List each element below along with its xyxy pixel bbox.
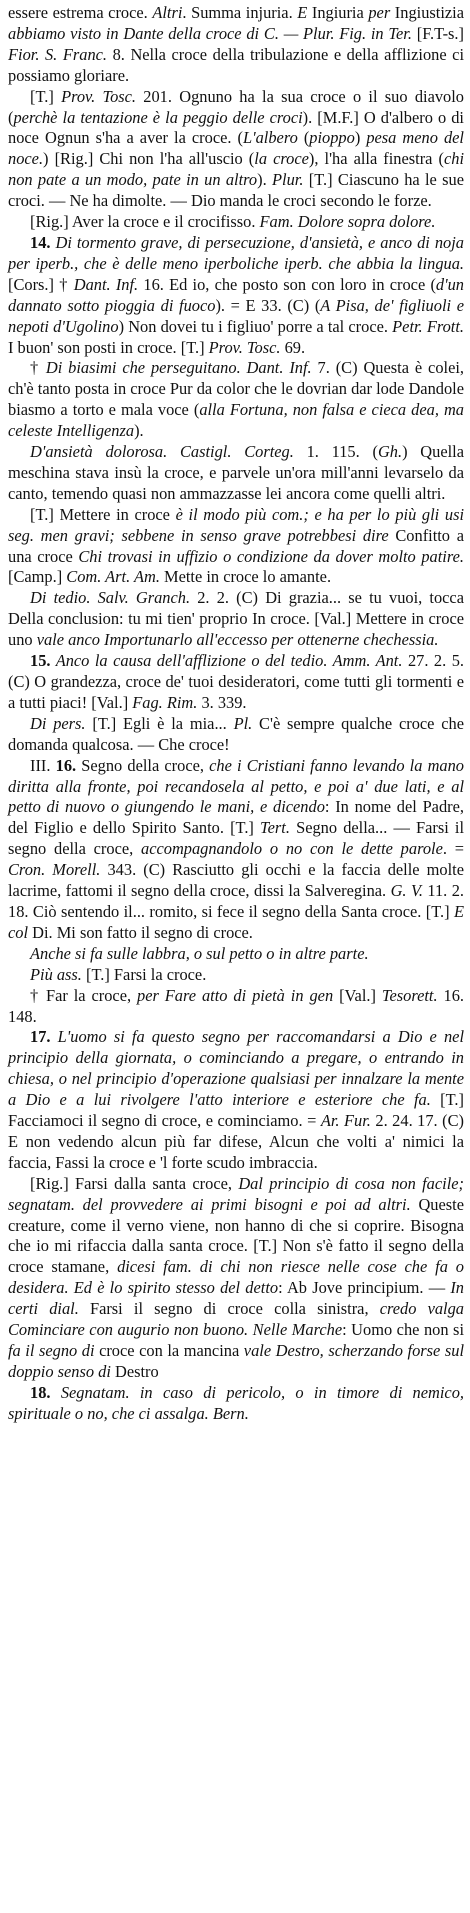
text-run: [T.] Ciascuno ha le sue croci. — Ne ha dimolte. — Dio manda le croci secondo le forze. [8,170,465,211]
italic-text: Tert. [260,818,290,838]
italic-text: pioppo [309,128,355,148]
text-run: croce con la mancina [94,1341,244,1360]
text-run: † Far la croce, [30,985,138,1005]
text-run: [Cors.] † [8,274,74,294]
italic-text: credo valga Cominciare con augurio non buono. Nelle Marche [8,1299,465,1340]
text-run: ) [Rig.] Chi non l'ha all'uscio ( [43,149,255,169]
text-run: Segno della croce, [76,755,210,775]
text-run: Ingiuria [307,3,369,22]
text-run: Queste creature, come il verno viene, non hanno di che si coprire. Bisogna che io mi rifaccia dalla santa croce. [T.] Non s'è fatto il segno della croce stamane, [8,1194,464,1277]
text-run: ( [297,128,310,148]
text-run: [T.] [30,86,62,106]
italic-text: Dant. Inf. [73,274,139,294]
entry-paragraph-p4 [8,358,464,442]
text-run: ). [M.F.] O d'albero o di noce Ognun s'ha a aver la croce. ( [8,107,464,148]
entry-paragraph-p2 [8,212,464,233]
entry-paragraph-p10 [8,756,464,944]
text-run: . Summa injuria. [182,3,298,22]
text-run: Destro [110,1361,159,1381]
text-run: [Rig.] Farsi dalla santa croce, [30,1173,239,1193]
text-run: I buon' son posti in croce. [T.] [8,337,209,357]
text-run: : Ab Jove principium. — [278,1278,451,1298]
italic-text: Dal principio di cosa non facile; segnatam. del provvedere ai primi bisogni e poi ad altri. [8,1173,464,1214]
entry-paragraph-p1 [8,87,464,212]
text-run: Farsi il segno di croce colla sinistra, [78,1299,380,1319]
entry-paragraph-p9 [8,714,464,756]
italic-text: Gh. [377,442,403,462]
italic-text: Prov. Tosc. [61,86,137,106]
italic-text: Di tedio. Salv. Granch. [30,588,191,608]
italic-text: Tesorett. [381,985,438,1005]
text-run: 8. Nella croce della tribulazione e della afflizione ci possiamo gloriare. [8,44,465,85]
text-run: † [30,358,46,378]
entry-paragraph-p12 [8,965,464,986]
text-run: : Uomo che non si [342,1320,464,1340]
italic-text: accompagnandolo o no con le dette parole [141,839,443,859]
italic-text: Più ass. [30,964,82,984]
text-run: Di. Mi son fatto il segno di croce. [28,922,253,942]
italic-text: L'uomo si fa questo segno per raccomandarsi a Dio e nel principio della giornata, o cominciando a pregare, o entrando in chiesa, o nel principio d'operazione qualsiasi per innalzare la mente a Dio e a lui rivolgere l'atto interiore e esteriore che fa. [8,1027,464,1110]
entry-paragraph-p7 [8,588,464,651]
italic-text: la croce [254,149,309,169]
text-run: [F.T-s.] [411,23,464,43]
italic-text: vale anco Importunarlo all'eccesso per ottenerne chechessia. [36,630,439,650]
italic-text: Prov. Tosc. [208,337,281,357]
italic-text: è il modo più com.; e ha per lo più gli usi seg. men gravi; sebbene in senso grave potrebbesi dire [8,504,464,545]
text-run: . = [442,839,464,859]
italic-text: Fag. Rim. [132,692,198,712]
text-run: [Camp.] [8,567,67,587]
entry-paragraph-p13 [8,986,464,1028]
text-run: [T.] Farsi la croce. [81,964,207,984]
text-run: 27. 2. 5. (C) O grandezza, croce de' tuoi desideratori, come tutti gli tormenti e a tutti piaci! [Val.] [8,651,464,712]
entry-paragraph-p8 [8,651,464,714]
italic-text: E col [8,901,464,942]
text-run: ), l'ha alla finestra ( [308,149,444,169]
italic-text: Fior. S. Franc. [8,44,108,64]
italic-text: Plur. [272,170,304,190]
text-run: 16. Ed io, che posto son con loro in croce ( [138,274,436,294]
text-run: ). [134,421,144,441]
sense-number: 17. [30,1027,51,1047]
text-run: [T.] Facciamoci il segno di croce, e cominciamo. = [8,1090,464,1131]
italic-text: Anche si fa sulle labbra, o sul petto o in altre parte. [30,943,369,963]
text-run: Ingiustizia [390,3,464,22]
text-run: ) Quella meschina stava insù la croce, e parvele un'ora mill'anni levarselo da canto, temendo quasi non ammazzasse lei ancora come quelli altri. [8,442,465,503]
text-run: [T.] Egli è la mia... [85,713,234,733]
text-run: 16. 148. [8,985,465,1026]
text-run: Mette in croce lo amante. [159,567,332,587]
italic-text: Fam. Dolore sopra dolore. [259,212,436,232]
entry-paragraph-p15 [8,1174,464,1383]
sense-number: 16. [55,755,77,775]
entry-paragraph-p5 [8,442,464,505]
italic-text: alla Fortuna, non falsa e cieca dea, ma celeste Intelligenza [8,400,464,441]
italic-text: per Fare atto di pietà in gen [137,985,334,1005]
italic-text: Petr. Frott. [392,316,465,336]
text-run: 7. (C) Questa è colei, ch'è tanto posta in croce Pur da color che le dovrian dar lode Dandole biasmo a torto e mala voce ( [8,358,464,420]
text-run: 201. Ognuno ha la sua croce o il suo diavolo ( [8,86,464,127]
italic-text: vale Destro, scherzando forse sul doppio senso di [8,1341,464,1381]
italic-text: Ar. Fur. [320,1111,371,1131]
sense-number: 15. [30,651,51,671]
italic-text: che i Cristiani fanno levando la mano diritta alla fronte, poi recandosela al petto, e poi a' due lati, e al petto di nuovo o giungendo le mani, e dicendo [8,755,464,817]
italic-text: abbiamo visto in Dante della croce di C. — Plur. Fig. in Ter. [8,23,412,43]
text-run: 343. (C) Rasciutto gli occhi e la faccia delle molte lacrime, fattomi il segno della croce, dissi la Salveregina. [8,860,464,901]
text-run: 11. 2. 18. Ciò sentendo il... romito, si fece il segno della Santa croce. [T.] [8,881,465,921]
text-run: ) Non dovei tu i figliuo' porre a tal croce. [118,316,393,336]
italic-text: perchè la tentazione è la peggio delle croci [13,107,303,127]
text-run: 2. 24. 17. (C) E non vedendo alcun più far difese, Alcun che volti a' nimici la faccia, Fassi la croce e 'l forte scudo imbraccia. [8,1111,465,1172]
entry-paragraph-p3 [8,233,464,358]
italic-text: L'albero [242,128,298,148]
text-run: ). = E 33. (C) ( [215,295,321,315]
italic-text: In certi dial. [8,1278,464,1319]
text-run: ) [354,128,367,148]
sense-number: 14. [30,232,51,252]
text-run: [Val.] [333,985,382,1005]
italic-text: G. V. [390,881,423,901]
text-run: 1. 115. ( [293,442,378,462]
italic-text: Chi trovasi in uffizio o condizione da dover molto patire. [78,546,464,566]
italic-text: E [297,3,308,22]
italic-text: Cron. Morell. [8,860,101,880]
text-run: C'è sempre qualche croce che domanda qualcosa. — Che croce! [8,713,465,754]
italic-text: Pl. [233,713,253,733]
text-run: Confitto a una croce [8,525,464,566]
text-run: ). [257,170,273,190]
text-run: 2. 2. (C) Di grazia... se tu vuoi, tocca Della conclusion: tu mi tien' proprio In croce. [Val.] Mettere in croce uno [8,588,464,650]
entry-paragraph-p0 [8,3,464,87]
italic-text: Altri [152,3,183,22]
text-run: 69. [280,337,306,357]
text-run: [T.] Mettere in croce [30,504,176,524]
text-run: : In nome del Padre, del Figlio e dello Spirito Santo. [T.] [8,797,464,838]
entry-paragraph-p11 [8,944,464,965]
italic-text: A Pisa, de' figliuoli e nepoti d'Ugolino [8,295,464,336]
italic-text: fa il segno di [8,1341,95,1360]
text-run: [Rig.] Aver la croce e il crocifisso. [30,212,260,232]
entry-paragraph-p14 [8,1027,464,1173]
text-run: essere estrema croce. [8,3,153,22]
sense-number: 18. [30,1382,51,1402]
italic-text: Anco la causa dell'afflizione o del tedio. Amm. Ant. [50,651,403,671]
italic-text: Di pers. [30,713,86,733]
entry-paragraph-p16 [8,1383,464,1425]
italic-text: per [368,3,391,22]
text-run: 3. 339. [197,692,247,712]
italic-text: Com. Art. Am. [66,567,160,587]
text-run: Segno della... — Farsi il segno della croce, [8,818,465,859]
entry-paragraph-p6 [8,505,464,589]
italic-text: chi non pate a un modo, pate in un altro [8,149,465,190]
italic-text: Di tormento grave, di persecuzione, d'ansietà, e anco di noja per iperb., che è delle meno iperboliche iperb. che abbia la lingua. [8,232,464,273]
italic-text: Segnatam. in caso di pericolo, o in timore di nemico, spirituale o no, che ci assalga. Bern. [8,1382,464,1423]
text-run: III. [30,755,56,775]
italic-text: dicesi fam. di chi non riesce nelle cose che fa o desidera. Ed è lo spirito stesso del detto [8,1257,464,1298]
italic-text: pesa meno del noce. [8,128,464,169]
italic-text: Di biasimi che perseguitano. Dant. Inf. [45,358,312,378]
italic-text: D'ansietà dolorosa. Castigl. Corteg. [30,442,294,462]
italic-text: d'un dannato sotto pioggia di fuoco [8,274,464,315]
